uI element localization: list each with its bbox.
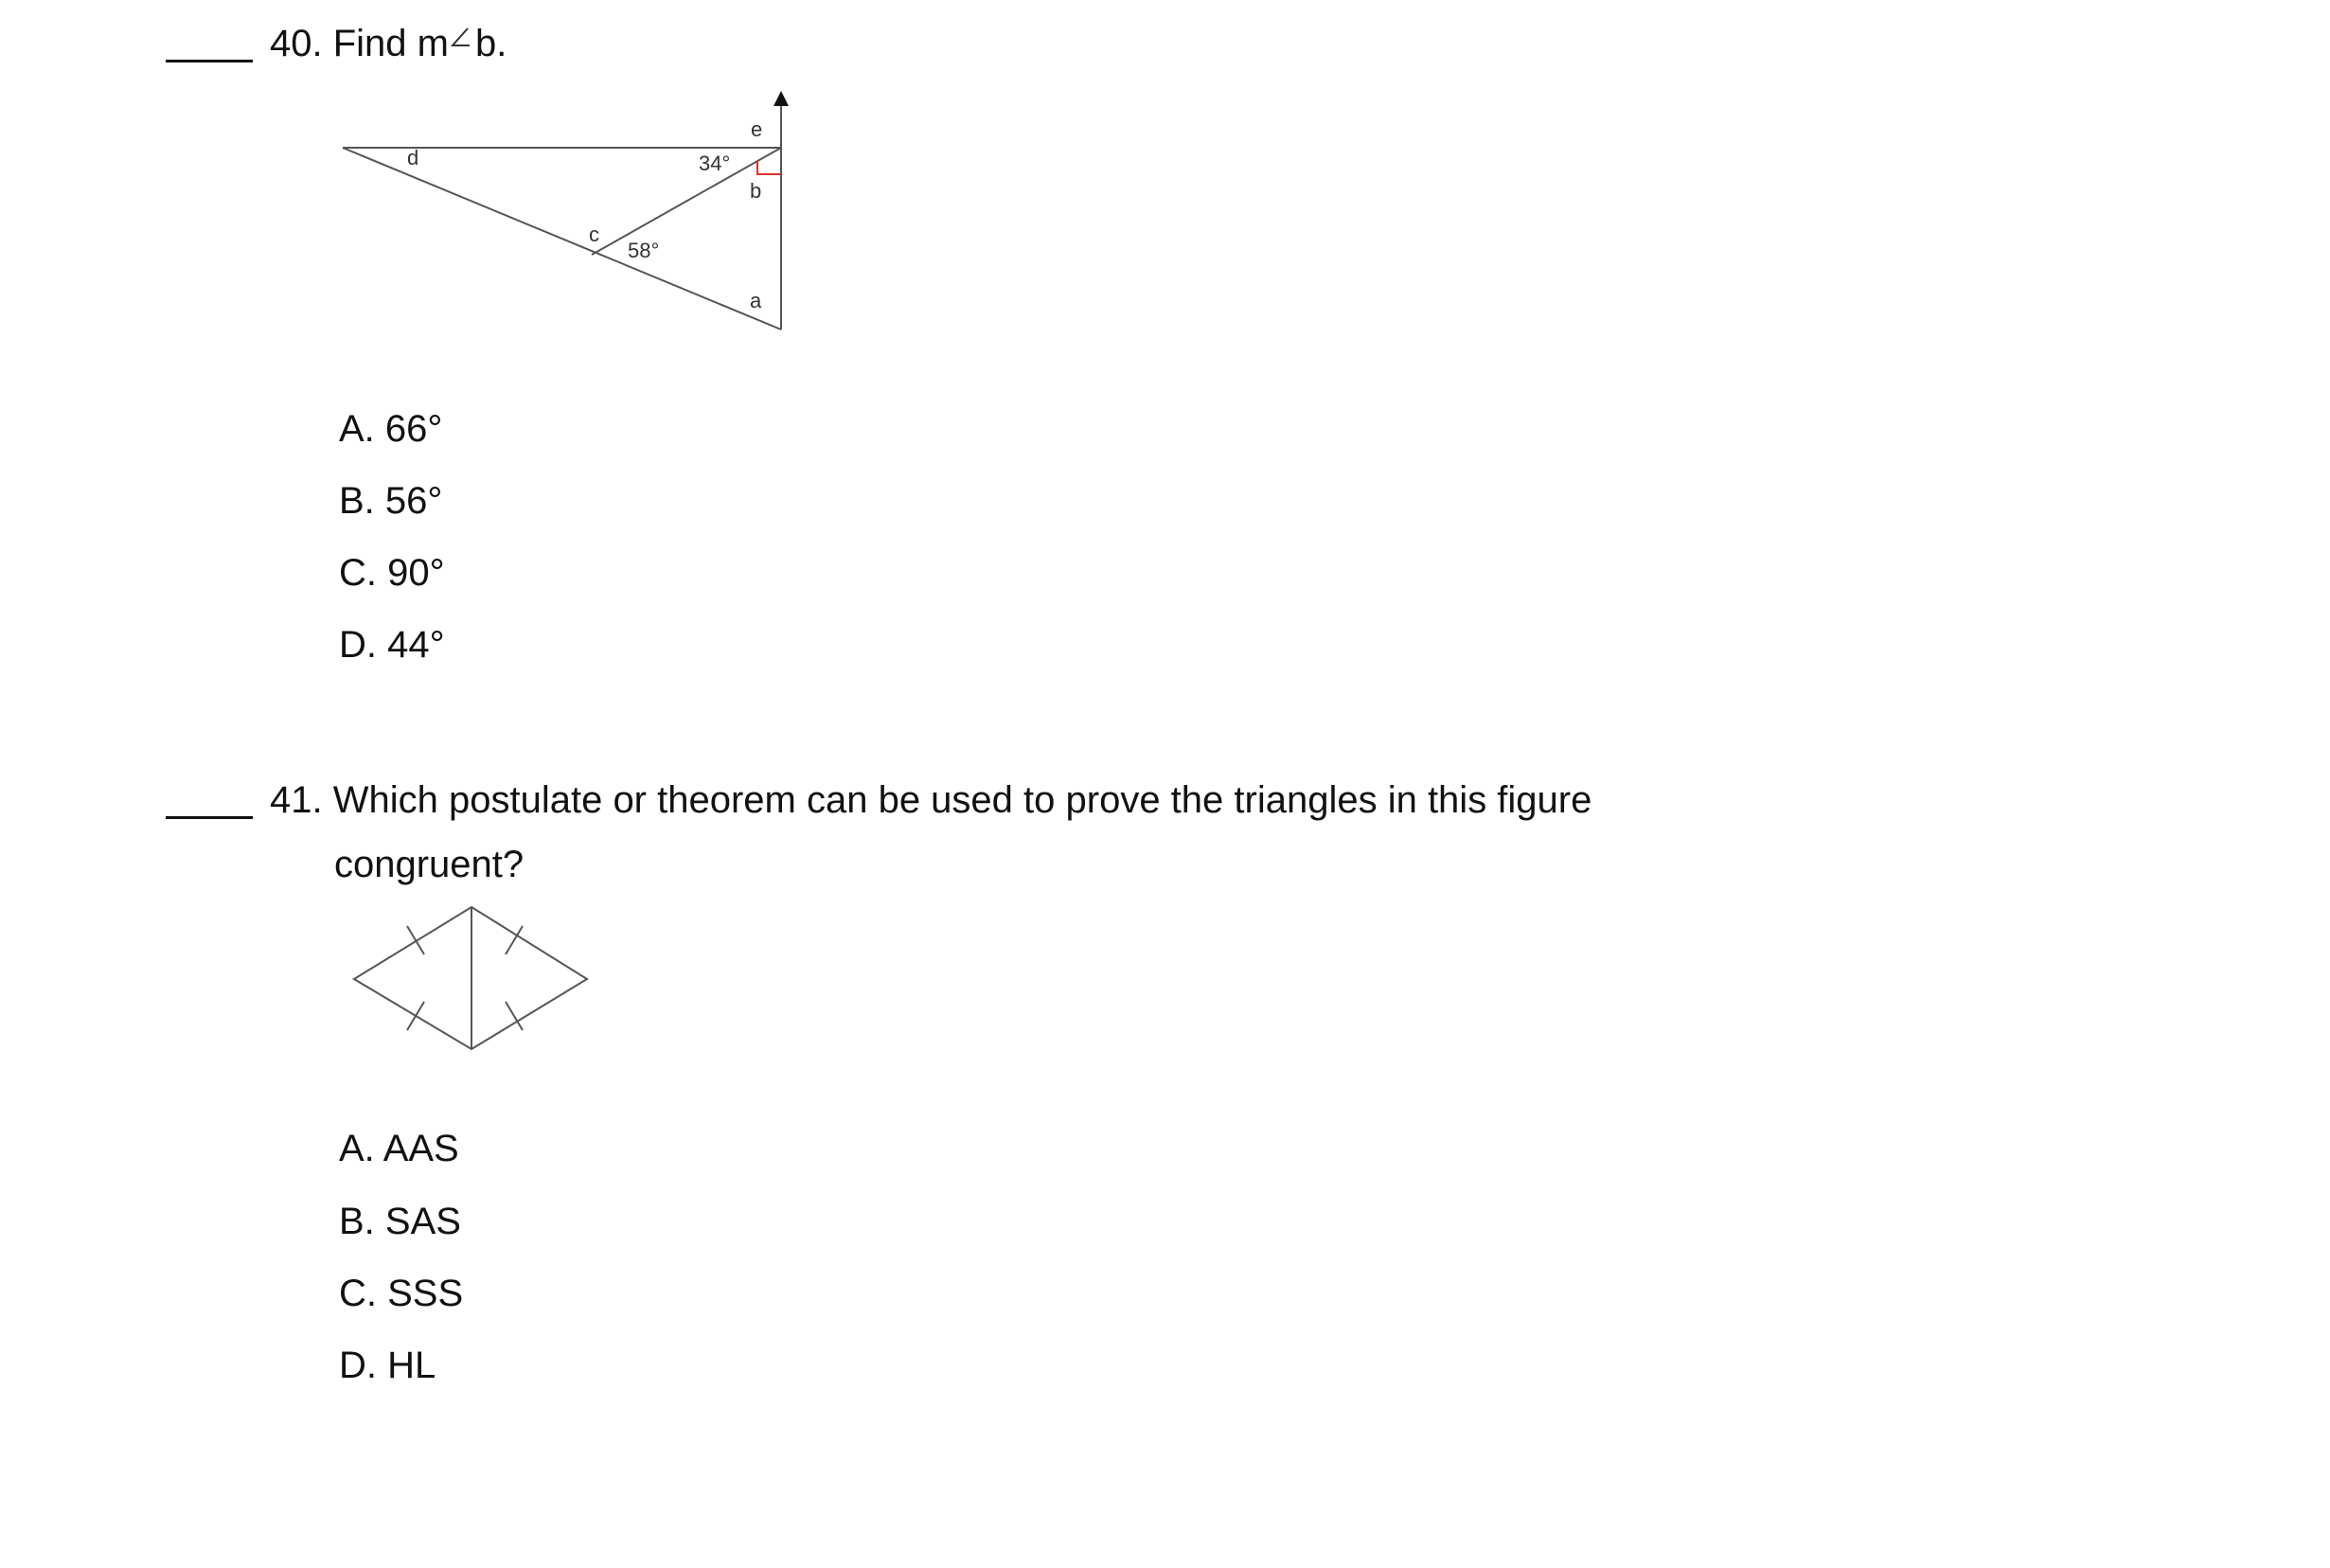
- angle-symbol-icon: [449, 25, 475, 59]
- question-40-figure: [331, 85, 805, 341]
- answer-blank-40[interactable]: [166, 60, 253, 62]
- question-40-choice-a[interactable]: A. 66°: [339, 408, 443, 450]
- question-40-text-after: b.: [474, 23, 507, 64]
- label-d: d: [407, 146, 419, 169]
- label-58-degrees: 58°: [628, 239, 660, 262]
- question-40-choice-b[interactable]: B. 56°: [339, 480, 443, 522]
- label-b: b: [750, 179, 762, 203]
- question-40-choice-c[interactable]: C. 90°: [339, 552, 445, 594]
- label-c: c: [589, 223, 599, 246]
- tick-mark-upper-left: [407, 926, 424, 954]
- question-41-choice-a[interactable]: A. AAS: [339, 1128, 459, 1169]
- question-41-choice-b[interactable]: B. SAS: [339, 1201, 461, 1242]
- question-40-prompt: [270, 25, 507, 62]
- question-40-number: 40.: [270, 23, 323, 64]
- question-41-number: 41.: [270, 779, 323, 821]
- right-angle-marker-icon: [757, 161, 781, 174]
- question-41-prompt-line1: [270, 781, 1592, 819]
- question-41-text: Which postulate or theorem can be used to prove the triangles in this figure: [332, 779, 1592, 821]
- tick-mark-lower-left: [407, 1002, 424, 1030]
- ray-arrowhead-icon: [774, 91, 789, 106]
- label-34-degrees: 34°: [699, 151, 731, 175]
- question-41-choice-d[interactable]: D. HL: [339, 1345, 436, 1386]
- label-a: a: [750, 289, 762, 312]
- question-41-prompt-line2: congruent?: [334, 844, 525, 885]
- question-40-text-before: Find m: [332, 23, 449, 64]
- question-41-figure: [341, 900, 606, 1060]
- label-e: e: [751, 117, 763, 141]
- question-40-choice-d[interactable]: D. 44°: [339, 624, 445, 666]
- question-41-choice-c[interactable]: C. SSS: [339, 1273, 464, 1314]
- answer-blank-41[interactable]: [166, 816, 253, 819]
